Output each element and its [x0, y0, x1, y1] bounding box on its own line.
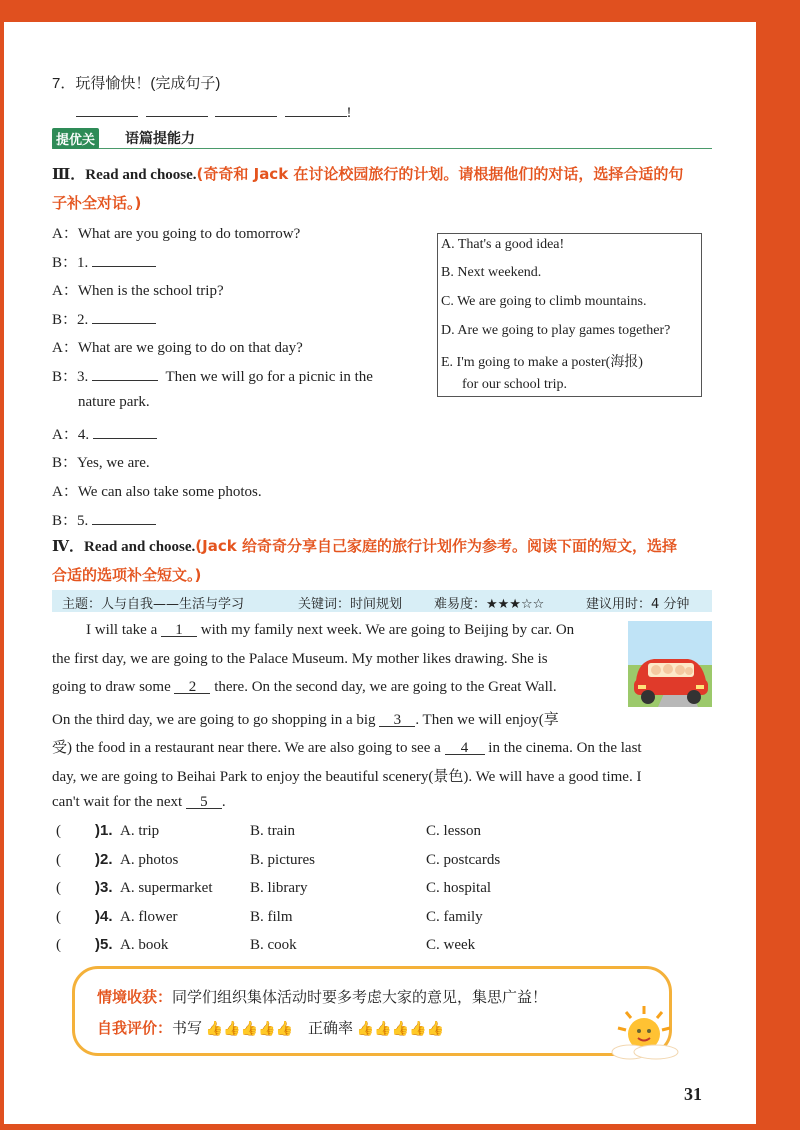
section-tag-bar — [52, 128, 712, 149]
dialog-line: A：What are you going to do tomorrow? — [52, 226, 301, 242]
dialog-line: A：When is the school trip? — [52, 283, 224, 299]
choice-row[interactable]: ( )3. A. supermarket B. library C. hospital — [56, 879, 492, 896]
difficulty-label: 难易度：★★★☆☆ — [434, 597, 545, 612]
option-item: E. I'm going to make a poster(海报) — [441, 355, 643, 370]
question-7-blanks[interactable]: ! — [76, 102, 352, 122]
summary-row-gain: 情境收获：同学们组织集体活动时要多考虑大家的意见，集思广益！ — [97, 988, 548, 1006]
option-item: C. We are going to climb mountains. — [441, 294, 647, 309]
dialog-line[interactable]: B：3. Then we will go for a picnic in the — [52, 365, 373, 386]
choice-row[interactable]: ( )4. A. flower B. film C. family — [56, 908, 483, 925]
section-4-instruction-cont: 合适的选项补全短文。) — [52, 566, 202, 584]
theme-label: 主题：人与自我——生活与学习 — [62, 597, 245, 612]
passage-line: On the third day, we are going to go shopping in a big 3 . Then we will enjoy(享 — [52, 712, 559, 728]
choice-row[interactable]: ( )5. A. book B. cook C. week — [56, 936, 476, 953]
passage-line: I will take a 1 with my family next week. We are going to Beijing by car. On — [86, 622, 575, 638]
section-badge: 提优关 — [52, 128, 99, 149]
family-car-illustration — [628, 621, 712, 707]
page-border-bottom — [0, 1124, 800, 1130]
option-item: for our school trip. — [441, 377, 567, 392]
choice-row[interactable]: ( )1. A. trip B. train C. lesson — [56, 822, 482, 839]
time-label: 建议用时：4 分钟 — [586, 597, 690, 612]
section-4-heading: Ⅳ．Read and choose.(Jack 给奇奇分享自己家庭的旅行计划作为参考。阅读下面的短文，选择 — [52, 537, 677, 555]
choice-row[interactable]: ( )2. A. photos B. pictures C. postcards — [56, 851, 501, 868]
dialog-line: A：We can also take some photos. — [52, 484, 262, 500]
section-tag-label: 语篇提能力 — [125, 131, 195, 147]
dialog-line: B：Yes, we are. — [52, 455, 150, 471]
question-7: 7．玩得愉快！(完成句子) — [52, 75, 221, 92]
section-3-instruction-cont: 子补全对话。) — [52, 194, 142, 212]
summary-row-self-eval: 自我评价：书写 👍👍👍👍👍 正确率 👍👍👍👍👍 — [97, 1019, 444, 1037]
accuracy-rating-icons[interactable]: 👍👍👍👍👍 — [356, 1020, 444, 1036]
keyword-label: 关键词：时间规划 — [298, 597, 403, 612]
page-border-top — [0, 0, 800, 22]
passage-line: going to draw some 2 there. On the second day, we are going to the Great Wall. — [52, 679, 557, 695]
section-3-heading: Ⅲ．Read and choose.(奇奇和 Jack 在讨论校园旅行的计划。请根据他们的对话，选择合适的句 — [52, 165, 684, 183]
option-item: A. That's a good idea! — [441, 237, 565, 252]
dialog-line[interactable]: A：4. — [52, 423, 157, 444]
passage-line: the first day, we are going to the Palace Museum. My mother likes drawing. She is — [52, 651, 548, 667]
sun-icon — [606, 1004, 686, 1060]
dialog-line[interactable]: B：2. — [52, 308, 156, 329]
writing-rating-icons[interactable]: 👍👍👍👍👍 — [205, 1020, 293, 1036]
info-bar — [52, 590, 712, 612]
options-box — [437, 233, 702, 397]
passage-line: day, we are going to Beihai Park to enjoy the beautiful scenery(景色). We will have a good time. I — [52, 769, 642, 785]
dialog-line[interactable]: B：1. — [52, 251, 156, 272]
dialog-line: A：What are we going to do on that day? — [52, 340, 303, 356]
option-item: D. Are we going to play games together? — [441, 323, 671, 338]
passage-line: 受) the food in a restaurant near there. We are also going to see a 4 in the cinema. On the last — [52, 740, 642, 756]
page-border-left — [0, 0, 4, 1130]
option-item: B. Next weekend. — [441, 265, 542, 280]
page-border-right — [756, 0, 800, 1130]
passage-line: can't wait for the next 5 . — [52, 794, 226, 810]
summary-box — [72, 966, 672, 1056]
dialog-line: nature park. — [78, 394, 150, 410]
dialog-line[interactable]: B：5. — [52, 509, 156, 530]
page-number: 31 — [684, 1084, 702, 1104]
